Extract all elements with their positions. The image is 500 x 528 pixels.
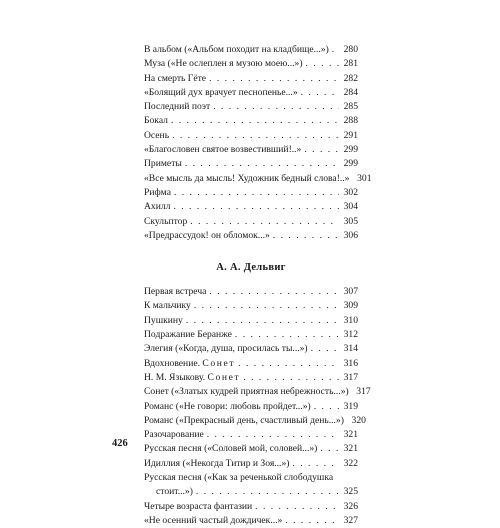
- entry-title: Идиллия («Некогда Титир и Зоя...»): [144, 457, 290, 469]
- toc-entry: [144, 129, 358, 143]
- dot-leader: [207, 428, 339, 442]
- entry-title: Сонет («Златых кудрей приятная небрежность...»): [144, 386, 349, 398]
- toc-entry: [144, 457, 358, 471]
- entry-page: 321: [343, 443, 358, 455]
- entry-title: «Не осенний частый дождичек...»: [144, 514, 283, 526]
- entry-title-main: Н. М. Языкову.: [144, 371, 208, 383]
- entry-page: 307: [343, 286, 358, 298]
- entry-title: Последний поэт: [144, 101, 211, 113]
- dot-leader: [174, 186, 339, 200]
- toc-entry: [144, 100, 358, 114]
- entry-page: 288: [343, 115, 358, 127]
- toc-entry: [144, 314, 358, 328]
- dot-leader: [273, 229, 339, 243]
- dot-leader: [186, 314, 339, 328]
- entry-title: Русская песня («Как за реченькой слободушка: [144, 472, 334, 484]
- entry-title-main: Вдохновение.: [144, 357, 203, 369]
- entry-page: 299: [343, 158, 358, 170]
- entry-page: 310: [343, 314, 358, 326]
- toc-entry: [144, 186, 358, 200]
- entry-title: Муза («Не ослеплен я музою моею...»): [144, 58, 303, 70]
- toc-entry: [144, 371, 358, 385]
- entry-title: Осень: [144, 129, 170, 141]
- toc-entry: [144, 442, 358, 456]
- entry-page: 301: [357, 172, 372, 184]
- entry-page: 302: [343, 186, 358, 198]
- entry-page: 314: [343, 343, 358, 355]
- dot-leader: [314, 400, 339, 414]
- toc-entry: [144, 143, 358, 157]
- toc-entry: [144, 514, 358, 528]
- dot-leader: [171, 114, 339, 128]
- dot-leader: [243, 371, 339, 385]
- entry-title-spaced: Сонет: [207, 371, 241, 383]
- toc-entry: [144, 500, 358, 514]
- toc-entry: [144, 299, 358, 313]
- entry-title: [144, 357, 235, 371]
- dot-leader: [292, 457, 339, 471]
- toc-entry-multiline: [144, 471, 358, 500]
- dot-leader: [209, 285, 339, 299]
- entry-page: 282: [343, 72, 358, 84]
- dot-leader: [173, 200, 339, 214]
- entry-title: «Предрассудок! он обломок...»: [144, 229, 270, 241]
- entry-title: [144, 371, 240, 385]
- entry-title: «Все мысль да мысль! Художник бедный слова!..»: [144, 172, 350, 184]
- dot-leader: [213, 100, 339, 114]
- toc-section-2: [144, 285, 371, 528]
- entry-title: Первая встреча: [144, 286, 207, 298]
- entry-page: 309: [343, 300, 358, 312]
- toc-entry: [144, 86, 358, 100]
- entry-title: «Болящий дух врачует песнопенье...»: [144, 86, 298, 98]
- entry-title-continuation: стоит...»): [156, 486, 193, 498]
- entry-page: 317: [343, 371, 358, 383]
- entry-title: Пушкину: [144, 314, 183, 326]
- toc-entry: [144, 285, 358, 299]
- entry-title: Приметы: [144, 158, 182, 170]
- entry-title: Русская песня («Соловей мой, соловей...»): [144, 443, 318, 455]
- entry-title: К мальчику: [144, 300, 191, 312]
- dot-leader: [209, 72, 339, 86]
- toc-entry: [144, 200, 358, 214]
- entry-page: 284: [343, 86, 358, 98]
- dot-leader: [304, 143, 339, 157]
- entry-page: 319: [343, 400, 358, 412]
- toc-entry: [144, 172, 372, 186]
- entry-page: 281: [343, 58, 358, 70]
- entry-title: «Благословен святое возвестивший!..»: [144, 144, 302, 156]
- dot-leader: [190, 215, 339, 229]
- entry-title: Романс («Не говори: любовь пройдет...»): [144, 400, 311, 412]
- entry-page: 280: [343, 44, 358, 55]
- dot-leader: [311, 342, 339, 356]
- toc-entry: [144, 400, 358, 414]
- entry-page: 305: [343, 215, 358, 227]
- entry-title: Разочарование: [144, 429, 204, 441]
- toc-entry: [144, 114, 358, 128]
- entry-page: 322: [343, 457, 358, 469]
- entry-title: Ахилл: [144, 201, 171, 213]
- entry-page: 321: [343, 429, 358, 441]
- entry-title: Скульптор: [144, 215, 188, 227]
- entry-title: Подражание Беранже: [144, 329, 232, 341]
- entry-page: 306: [343, 229, 358, 241]
- entry-title: Романс («Прекрасный день, счастливый день...»): [144, 414, 344, 426]
- entry-page: 325: [343, 486, 358, 498]
- dot-leader: [172, 129, 339, 143]
- toc-entry: [144, 157, 358, 171]
- dot-leader: [332, 43, 339, 57]
- entry-page: 326: [343, 500, 358, 512]
- entry-page: 299: [343, 144, 358, 156]
- dot-leader: [320, 442, 339, 456]
- dot-leader: [194, 299, 339, 313]
- table-of-contents: [144, 43, 372, 528]
- entry-title: Бокал: [144, 115, 168, 127]
- entry-title: На смерть Гёте: [144, 72, 207, 84]
- toc-section-1: [144, 43, 372, 243]
- dot-leader: [235, 328, 339, 342]
- toc-entry: [144, 428, 358, 442]
- entry-page: 304: [343, 201, 358, 213]
- dot-leader: [255, 500, 339, 514]
- toc-entry: [144, 342, 358, 356]
- entry-page: 316: [343, 357, 358, 369]
- toc-entry: [144, 72, 358, 86]
- toc-entry: [144, 328, 358, 342]
- entry-title: В альбом («Альбом походит на кладбище...»): [144, 44, 329, 55]
- toc-entry-first-line: [144, 471, 358, 485]
- entry-page: 312: [343, 329, 358, 341]
- section-heading: А. А. Дельвиг: [216, 262, 286, 274]
- entry-title: Четыре возраста фантазии: [144, 500, 253, 512]
- entry-page: 317: [356, 386, 371, 398]
- dot-leader: [185, 157, 339, 171]
- entry-page: 285: [343, 101, 358, 113]
- toc-entry: [144, 43, 358, 57]
- toc-entry: [144, 385, 371, 399]
- toc-entry: [144, 215, 358, 229]
- toc-entry-continuation: [144, 485, 358, 499]
- dot-leader: [306, 57, 339, 71]
- dot-leader: [238, 357, 339, 371]
- entry-title: Рифма: [144, 186, 171, 198]
- entry-page: 291: [343, 129, 358, 141]
- page-number: 426: [112, 438, 128, 449]
- entry-page: 327: [343, 514, 358, 526]
- toc-entry: [144, 57, 358, 71]
- dot-leader: [285, 514, 339, 528]
- dot-leader: [196, 485, 339, 499]
- entry-title: Элегия («Когда, душа, просилась ты...»): [144, 343, 308, 355]
- toc-entry: [144, 357, 358, 371]
- toc-entry: [144, 414, 366, 428]
- entry-title-spaced: Сонет: [202, 357, 236, 369]
- toc-entry: [144, 229, 358, 243]
- dot-leader: [301, 86, 339, 100]
- entry-page: 320: [351, 414, 366, 426]
